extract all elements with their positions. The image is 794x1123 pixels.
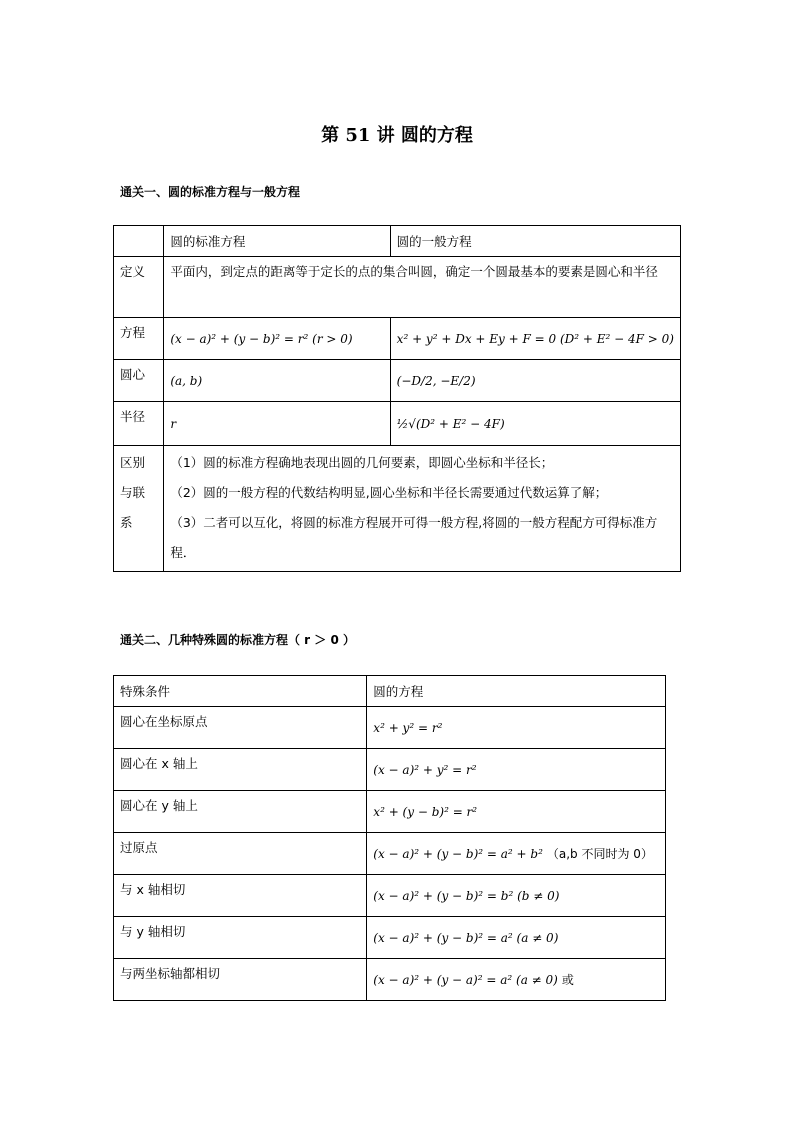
header-empty	[114, 226, 164, 257]
header-condition: 特殊条件	[114, 676, 367, 707]
table-row	[114, 360, 681, 402]
relation-item: （2）圆的一般方程的代数结构明显,圆心坐标和半径长需要通过代数运算了解；	[170, 485, 608, 500]
table-row	[114, 446, 681, 572]
row-label-definition: 定义	[114, 257, 164, 318]
relation-cell	[164, 446, 681, 572]
table-header-row	[114, 226, 681, 257]
standard-equation-formula: (x − a)² + (y − b)² = r² (r > 0)	[164, 318, 390, 360]
relation-item: （1）圆的标准方程确地表现出圆的几何要素，即圆心坐标和半径长；	[170, 455, 554, 470]
table-row	[114, 959, 666, 1001]
table-row	[114, 257, 681, 318]
header-general-equation: 圆的一般方程	[390, 226, 680, 257]
definition-text: 平面内，到定点的距离等于定长的点的集合叫圆，确定一个圆最基本的要素是圆心和半径	[164, 257, 681, 318]
condition-cell: 圆心在 y 轴上	[114, 791, 367, 833]
row-label-equation: 方程	[114, 318, 164, 360]
general-equation-formula: x² + y² + Dx + Ey + F = 0 (D² + E² − 4F > 0)	[390, 318, 680, 360]
condition-cell: 与 x 轴相切	[114, 875, 367, 917]
condition-cell: 圆心在坐标原点	[114, 707, 367, 749]
equation-formula: (x − a)² + (y − b)² = a² + b²	[373, 847, 543, 861]
table-row	[114, 791, 666, 833]
table-row	[114, 707, 666, 749]
equation-formula: (x − a)² + (y − a)² = a² (a ≠ 0)	[373, 973, 558, 987]
section-heading-1: 通关一、圆的标准方程与一般方程	[120, 185, 301, 199]
equation-cell: (x − a)² + (y − b)² = a² (a ≠ 0)	[367, 917, 666, 959]
general-center-formula: (−D/2, −E/2)	[390, 360, 680, 402]
page-title: 第 51 讲 圆的方程	[321, 125, 473, 146]
section-heading-2: 通关二、几种特殊圆的标准方程（ r ＞ 0 ）	[120, 633, 355, 647]
table-row	[114, 402, 681, 446]
standard-center-formula: (a, b)	[164, 360, 390, 402]
table-row	[114, 749, 666, 791]
header-equation: 圆的方程	[367, 676, 666, 707]
equation-cell: (x − a)² + (y − b)² = b² (b ≠ 0)	[367, 875, 666, 917]
condition-cell: 过原点	[114, 833, 367, 875]
equation-note: （a,b 不同时为 0）	[546, 847, 653, 861]
standard-radius-formula: r	[164, 402, 390, 446]
row-label-relation: 区别与联系	[114, 446, 164, 572]
row-label-center: 圆心	[114, 360, 164, 402]
table-row	[114, 875, 666, 917]
table-header-row	[114, 676, 666, 707]
table-row	[114, 318, 681, 360]
header-standard-equation: 圆的标准方程	[164, 226, 390, 257]
equation-cell: x² + (y − b)² = r²	[367, 791, 666, 833]
equation-note: 或	[561, 973, 574, 987]
relation-item: （3）二者可以互化，将圆的标准方程展开可得一般方程,将圆的一般方程配方可得标准方程．	[170, 515, 658, 560]
equation-cell: x² + y² = r²	[367, 707, 666, 749]
condition-cell: 圆心在 x 轴上	[114, 749, 367, 791]
general-radius-formula: ½√(D² + E² − 4F)	[390, 402, 680, 446]
equation-cell	[367, 959, 666, 1001]
equation-cell	[367, 833, 666, 875]
condition-cell: 与两坐标轴都相切	[114, 959, 367, 1001]
table-row	[114, 917, 666, 959]
condition-cell: 与 y 轴相切	[114, 917, 367, 959]
standard-general-equation-table	[113, 225, 681, 572]
special-circle-table	[113, 675, 666, 1001]
equation-cell: (x − a)² + y² = r²	[367, 749, 666, 791]
table-row	[114, 833, 666, 875]
row-label-radius: 半径	[114, 402, 164, 446]
